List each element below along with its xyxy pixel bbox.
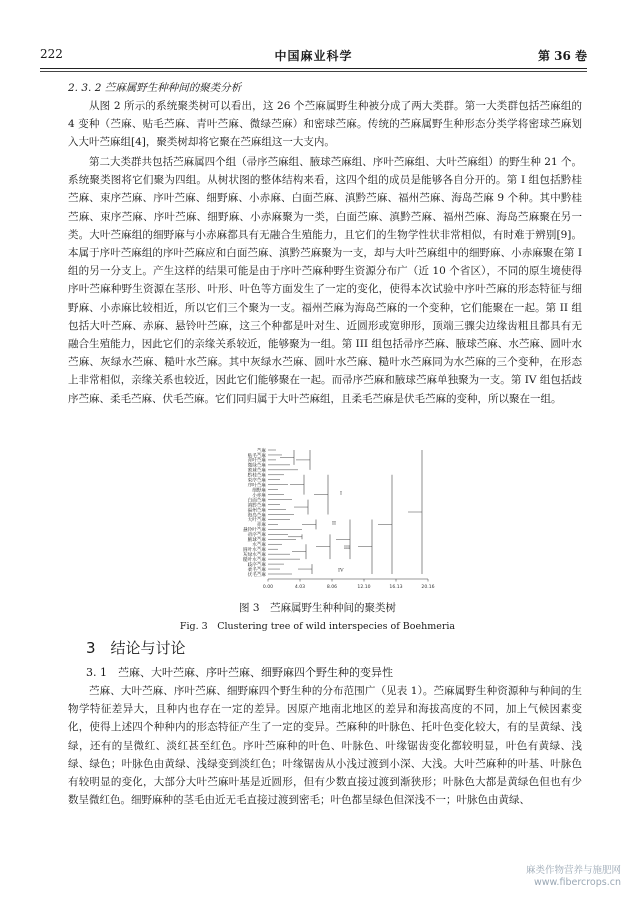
leaf-label: 细野麻 [252, 488, 266, 494]
paragraph-variability: 苎麻、大叶苎麻、序叶苎麻、细野麻四个野生种的分布范围广（见表 1）。苎麻属野生种资源种与种间的生物学特征差异大，且种内也存在一定的差异。因原产地南北地区的差异和海拔高度的不同，加上气候因素变化，使得上述四个种种内的形态特征产生了一定的变异。苎麻种的叶脉色、托叶色变化较大，有的呈黄绿、浅绿，还有的呈微红、淡红甚至红色。序叶苎麻种的叶色、叶脉色、叶缘锯齿变化都较明显，叶色有黄绿、浅绿、绿色；叶脉色由黄绿、浅绿变到淡红色；叶缘锯齿从小浅过渡到小深、大浅。大叶苎麻种的叶基、叶脉色有较明显的变化，大部分大叶苎麻叶基是近圆形，但有少数直接过渡到渐狭形；叶脉色大都是黄绿色但也有少数呈微红色。细野麻种的茎毛由近无毛直接过渡到密毛；叶色都呈绿色但深浅不一；叶脉色由黄绿、 [68, 685, 582, 807]
leaf-label: 伏毛苎麻 [247, 572, 266, 578]
section-heading-3-1: 3. 1 苎麻、大叶苎麻、序叶苎麻、细野麻四个野生种的变异性 [86, 666, 393, 679]
leaf-label: 青叶苎麻 [247, 458, 266, 464]
leaf-label: 小赤麻 [252, 493, 266, 499]
leaf-label: 赤麻 [256, 523, 266, 529]
clustering-tree-figure [232, 446, 437, 594]
watermark-line-2: www.fibercrops.cn [534, 877, 621, 888]
leaf-label: 糙叶水苎麻 [243, 557, 266, 563]
header-rule-thin [40, 71, 587, 72]
x-tick-label: 20.16 [421, 585, 435, 590]
leaf-label: 束序苎麻 [247, 478, 266, 484]
paragraph-cluster-group-one: 从图 2 所示的系统聚类树可以看出，这 26 个苎麻属野生种被分成了两大类群。第一大类群包括苎麻组的 4 变种（苎麻、贴毛苎麻、青叶苎麻、微绿苎麻）和密球苎麻。传统的苎麻属野生种形态分类学将密球苎麻划入大叶苎麻组[4]，聚类树却将它聚在苎麻组这一大支内。 [68, 100, 582, 149]
leaf-label: 柔毛苎麻 [247, 567, 266, 573]
header-rule [40, 68, 587, 69]
leaf-label: 悬铃叶苎麻 [243, 528, 266, 534]
x-tick-label: 16.13 [389, 585, 403, 590]
journal-title: 中国麻业科学 [274, 49, 353, 63]
figure-caption-cn: 图 3 苎麻属野生种种间的聚类树 [238, 602, 397, 614]
group-label: IV [338, 567, 344, 574]
watermark-line-1: 麻类作物营养与施肥网 [525, 865, 621, 876]
volume-label: 第 36 卷 [537, 49, 587, 63]
site-watermark [526, 865, 621, 889]
paragraph-cluster-group-two: 第二大类群共包括苎麻属四个组（帚序苎麻组、腋球苎麻组、序叶苎麻组、大叶苎麻组）的野生种 21 个。系统聚类图将它们聚为四组。从树状图的整体结构来看，这四个组的成员是能够各自分开的。第 I 组包括黔桂苎麻、束序苎麻、序叶苎麻、细野麻、小赤麻、白面苎麻、滇黔苎麻、福州苎麻、海岛苎麻 9 个种。其中黔桂苎麻、束序苎麻、序叶苎麻、细野麻、小赤麻聚为一类，白面苎麻、滇黔苎麻、福州苎麻、海岛苎麻聚在另一类。大叶苎麻组的细野麻与小赤麻都具有无融合生殖能力，且它们的生物学性状非常相似，有时难于辨别[9]。本属于序叶苎麻组的序叶苎麻应和白面苎麻、滇黔苎麻聚为一支，却与大叶苎麻组中的细野麻、小赤麻聚在第 I 组的另一分支上。产生这样的结果可能是由于序叶苎麻种野生资源分布广（近 10 个省区），不同的原生境使得序叶苎麻种野生资源在茎形、叶形、叶色等方面发生了一定的变化，使得本次试验中序叶苎麻的形态特征与细野麻、小赤麻比较相近，所以它们三个聚为一支。福州苎麻为海岛苎麻的一个变种，它们能聚在一起。第 II 组包括大叶苎麻、赤麻、悬铃叶苎麻，这三个种都是叶对生、近圆形或宽卵形，顶端三骤尖边缘齿粗且都具有无融合生殖能力，因此它们的亲缘关系较近，能够聚为一组。第 III 组包括帚序苎麻、腋球苎麻、水苎麻、圆叶水苎麻、灰绿水苎麻、糙叶水苎麻。其中灰绿水苎麻、圆叶水苎麻、糙叶水苎麻同为水苎麻的三个变种，在形态上非常相似，亲缘关系也较近，因此它们能够聚在一起。而帚序苎麻和腋球苎麻单独聚为一支。第 IV 组包括歧序苎麻、柔毛苎麻、伏毛苎麻。它们同归属于大叶苎麻组，且柔毛苎麻是伏毛苎麻的变种，所以聚在一组。 [68, 156, 582, 405]
dendrogram [232, 446, 437, 594]
leaf-label: 福州苎麻 [247, 508, 266, 514]
leaf-label: 苎麻 [256, 448, 266, 454]
leaf-label: 水苎麻 [252, 543, 266, 549]
leaf-label: 密球苎麻 [247, 468, 266, 474]
leaf-label: 帚序苎麻 [247, 533, 266, 539]
leaf-label: 腋球苎麻 [247, 538, 266, 544]
group-label: I [340, 490, 342, 497]
x-tick-label: 4.03 [294, 585, 306, 590]
x-tick-label: 0.00 [262, 585, 274, 590]
page-number: 222 [40, 47, 63, 61]
section-heading-3: 3 结论与讨论 [86, 639, 186, 657]
leaf-label: 微绿苎麻 [247, 463, 266, 469]
leaf-label: 灰绿水苎麻 [243, 552, 266, 558]
leaf-label: 圆叶水苎麻 [243, 548, 266, 553]
leaf-label: 黔桂苎麻 [247, 473, 266, 479]
x-tick-label: 8.06 [326, 585, 338, 590]
leaf-label: 滇黔苎麻 [247, 503, 266, 509]
leaf-label: 海岛苎麻 [247, 513, 266, 519]
leaf-label: 白面苎麻 [247, 498, 266, 504]
group-label: III [344, 545, 350, 552]
page-header [40, 47, 587, 67]
section-heading-2-3-2: 2. 3. 2 苎麻属野生种种间的聚类分析 [68, 82, 242, 94]
leaf-label: 贴毛苎麻 [247, 453, 266, 459]
leaf-label: 大叶苎麻 [247, 518, 266, 524]
group-label: II [332, 520, 336, 527]
leaf-label: 歧序苎麻 [247, 562, 266, 568]
leaf-label: 序叶苎麻 [247, 483, 266, 489]
figure-caption-en: Fig. 3 Clustering tree of wild interspecies of Boehmeria [179, 621, 456, 632]
x-tick-label: 12.10 [357, 585, 371, 590]
